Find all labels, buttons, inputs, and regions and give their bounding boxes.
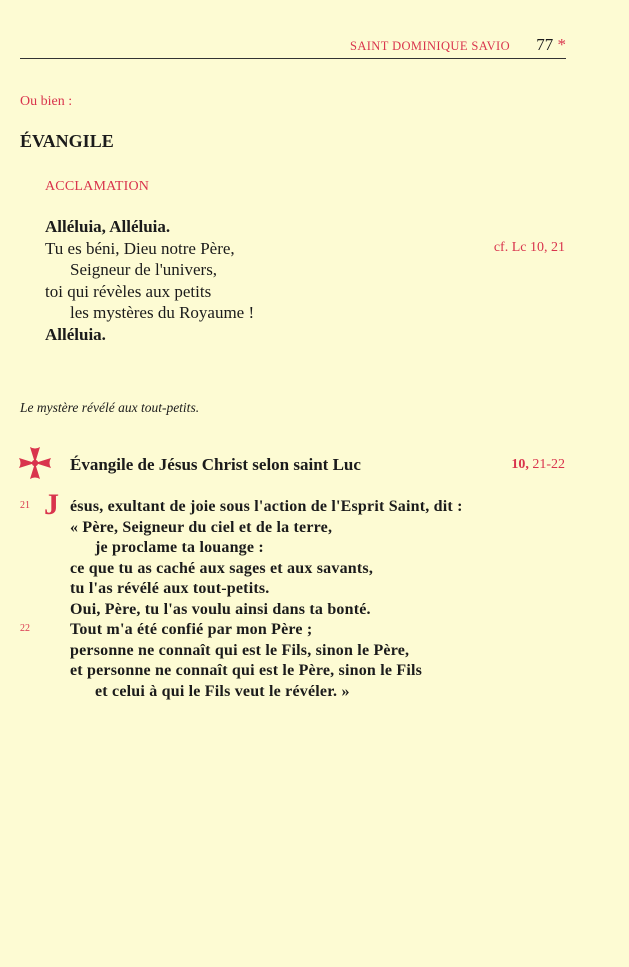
page-number (536, 35, 566, 55)
running-header (20, 36, 566, 59)
acclamation-reference: cf. Lc 10, 21 (493, 240, 565, 255)
gospel-line: personne ne connaît qui est le Fils, sinon le Père, (70, 641, 410, 659)
acclamation-line: les mystères du Royaume ! (70, 303, 255, 322)
gospel-line: je proclame ta louange : (95, 539, 264, 556)
acclamation-line: Seigneur de l'univers, (70, 260, 218, 279)
gospel-line: ce que tu as caché aux sages et aux savants, (70, 559, 374, 577)
page-star: * (557, 35, 566, 54)
gospel-line: tu l'as révélé aux tout-petits. (70, 580, 270, 597)
gospel-text (70, 497, 463, 702)
acclamation-line: Alléluia, Alléluia. (45, 217, 171, 236)
gospel-line: « Père, Seigneur du ciel et de la terre, (70, 518, 333, 536)
header-title: SAINT DOMINIQUE SAVIO (349, 39, 510, 53)
acclamation-line: Alléluia. (45, 324, 106, 344)
reading-subtitle: Le mystère révélé aux tout-petits. (20, 400, 200, 415)
gospel-ref-chapter: 10, (511, 457, 529, 472)
acclamation-label: ACCLAMATION (45, 179, 150, 194)
gospel-reference (511, 457, 565, 473)
acclamation-text (45, 216, 254, 345)
intro-text: Ou bien : (20, 94, 73, 109)
section-title: ÉVANGILE (20, 131, 114, 151)
gospel-title: Évangile de Jésus Christ selon saint Luc (70, 455, 361, 474)
drop-cap: J (44, 488, 59, 521)
gospel-line: et celui à qui le Fils veut le révéler. » (95, 682, 350, 700)
gospel-line: ésus, exultant de joie sous l'action de l'Esprit Saint, dit : (70, 498, 463, 515)
gospel-line: et personne ne connaît qui est le Père, sinon le Fils (70, 662, 423, 679)
gospel-line: Oui, Père, tu l'as voulu ainsi dans ta bonté. (70, 600, 371, 618)
verse-number: 21 (20, 500, 30, 511)
cross-pattee-icon (18, 446, 52, 480)
gospel-ref-verses: 21-22 (532, 457, 565, 472)
gospel-line: Tout m'a été confié par mon Père ; (70, 621, 313, 638)
verse-number: 22 (20, 623, 30, 634)
acclamation-line: toi qui révèles aux petits (45, 281, 212, 301)
acclamation-line: Tu es béni, Dieu notre Père, (45, 238, 235, 258)
page-number-value: 77 (536, 35, 554, 54)
